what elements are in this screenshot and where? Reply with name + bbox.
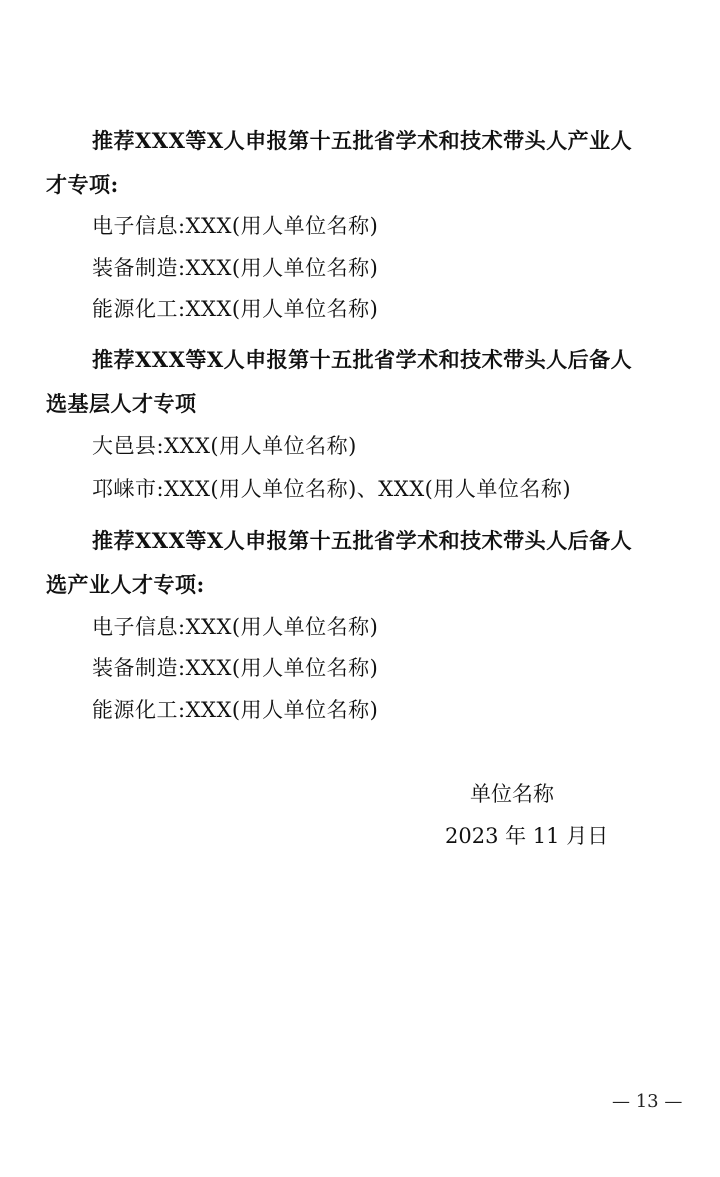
- section1-heading-line2: 才专项:: [46, 172, 119, 197]
- section1-heading: [46, 119, 686, 207]
- section2-heading-line1: 推荐XXX等X人申报第十五批省学术和技术带头人后备人: [92, 347, 633, 372]
- signature-org-name: 单位名称: [470, 782, 554, 806]
- section3-heading-line2: 选产业人才专项:: [46, 572, 205, 597]
- section3-heading: [46, 519, 686, 607]
- section3-item-energy: 能源化工:XXX(用人单位名称): [92, 698, 379, 722]
- section1-heading-line1: 推荐XXX等X人申报第十五批省学术和技术带头人产业人: [92, 128, 633, 153]
- signature-date: 2023 年 11 月日: [445, 824, 609, 848]
- section2-heading: [46, 338, 686, 426]
- section1-item-equipment: 装备制造:XXX(用人单位名称): [92, 256, 379, 280]
- page-number: — 13 —: [612, 1091, 683, 1112]
- section3-heading-line1: 推荐XXX等X人申报第十五批省学术和技术带头人后备人: [92, 528, 633, 553]
- section3-item-electronics: 电子信息:XXX(用人单位名称): [92, 615, 379, 639]
- section2-item-dayi: 大邑县:XXX(用人单位名称): [92, 434, 357, 458]
- section2-heading-line2: 选基层人才专项: [46, 391, 197, 416]
- section1-item-electronics: 电子信息:XXX(用人单位名称): [92, 214, 379, 238]
- section2-item-qionglai: 邛崃市:XXX(用人单位名称)、XXX(用人单位名称): [92, 477, 572, 501]
- section1-item-energy: 能源化工:XXX(用人单位名称): [92, 297, 379, 321]
- section3-item-equipment: 装备制造:XXX(用人单位名称): [92, 656, 379, 680]
